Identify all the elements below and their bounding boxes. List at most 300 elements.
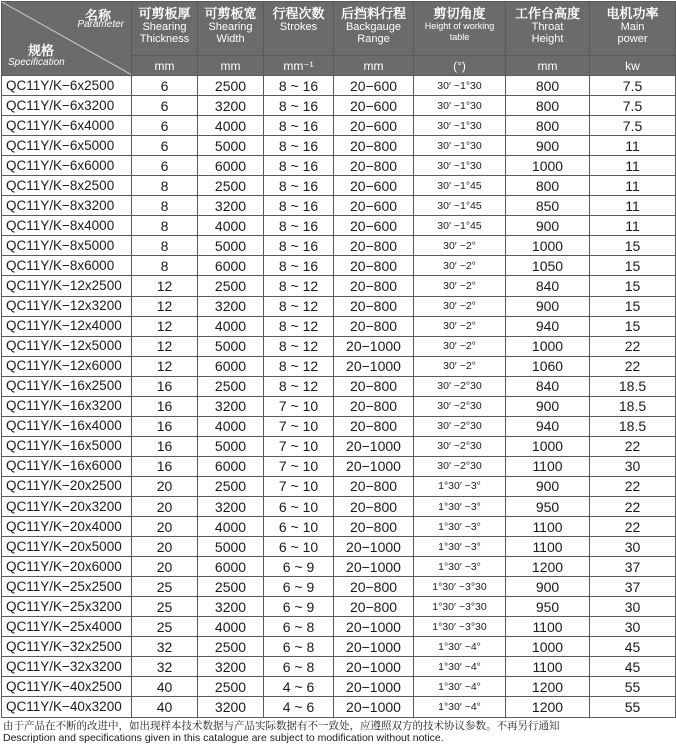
table-row [2,296,676,316]
col-header-throat: 工作台高度 Throat Height [506,2,590,56]
backgauge-cell: 20−1000 [334,677,414,697]
spec-label-zh: 规格 [28,43,55,58]
table-row [2,557,676,577]
throat-cell: 1200 [506,677,590,697]
angle-cell: 30′ ~1°45 [414,216,506,236]
table-row [2,416,676,436]
width-cell: 4000 [198,517,264,537]
thickness-cell: 20 [132,517,198,537]
width-cell: 3200 [198,597,264,617]
width-cell: 4000 [198,617,264,637]
width-cell: 2500 [198,677,264,697]
power-cell: 55 [590,697,676,717]
throat-cell: 940 [506,416,590,436]
strokes-cell: 7 ~ 10 [264,416,334,436]
angle-cell: 30′ ~1°30 [414,116,506,136]
strokes-cell: 8 ~ 12 [264,296,334,316]
width-cell: 6000 [198,356,264,376]
model-cell: QC11Y/K−40x2500 [2,677,132,697]
thickness-cell: 40 [132,697,198,717]
power-cell: 15 [590,256,676,276]
table-row [2,697,676,717]
model-cell: QC11Y/K−32x2500 [2,637,132,657]
model-cell: QC11Y/K−12x5000 [2,336,132,356]
strokes-cell: 7 ~ 10 [264,456,334,476]
throat-cell: 1100 [506,537,590,557]
backgauge-cell: 20−600 [334,196,414,216]
backgauge-cell: 20−1000 [334,557,414,577]
power-cell: 30 [590,537,676,557]
width-cell: 3200 [198,296,264,316]
angle-cell: 1°30′ ~4° [414,657,506,677]
width-cell: 3200 [198,657,264,677]
thickness-cell: 8 [132,256,198,276]
model-cell: QC11Y/K−16x2500 [2,376,132,396]
width-cell: 2500 [198,76,264,96]
width-cell: 3200 [198,96,264,116]
width-cell: 3200 [198,496,264,516]
model-cell: QC11Y/K−16x6000 [2,456,132,476]
table-row [2,376,676,396]
strokes-cell: 8 ~ 16 [264,116,334,136]
backgauge-cell: 20−800 [334,597,414,617]
model-cell: QC11Y/K−20x5000 [2,537,132,557]
thickness-cell: 12 [132,316,198,336]
thickness-cell: 40 [132,677,198,697]
strokes-cell: 6 ~ 10 [264,537,334,557]
angle-cell: 30′ ~1°30 [414,156,506,176]
throat-cell: 940 [506,316,590,336]
throat-cell: 1100 [506,517,590,537]
width-cell: 5000 [198,537,264,557]
backgauge-cell: 20−800 [334,416,414,436]
strokes-cell: 7 ~ 10 [264,436,334,456]
power-cell: 15 [590,296,676,316]
throat-cell: 900 [506,476,590,496]
width-cell: 6000 [198,456,264,476]
throat-cell: 900 [506,577,590,597]
model-cell: QC11Y/K−20x2500 [2,476,132,496]
model-cell: QC11Y/K−6x6000 [2,156,132,176]
thickness-cell: 8 [132,196,198,216]
power-cell: 55 [590,677,676,697]
table-row [2,256,676,276]
throat-cell: 850 [506,196,590,216]
thickness-cell: 16 [132,416,198,436]
width-cell: 5000 [198,236,264,256]
power-cell: 15 [590,236,676,256]
width-cell: 4000 [198,416,264,436]
backgauge-cell: 20−1000 [334,436,414,456]
backgauge-cell: 20−600 [334,76,414,96]
power-cell: 22 [590,476,676,496]
model-cell: QC11Y/K−16x4000 [2,416,132,436]
table-row [2,657,676,677]
col-header-power: 电机功率 Main power [590,2,676,56]
angle-cell: 1°30′ ~4° [414,677,506,697]
table-row [2,597,676,617]
param-label-zh: 名称 [84,8,111,23]
model-cell: QC11Y/K−16x3200 [2,396,132,416]
width-cell: 2500 [198,637,264,657]
angle-cell: 30′ ~2° [414,316,506,336]
angle-cell: 30′ ~2° [414,236,506,256]
backgauge-cell: 20−1000 [334,697,414,717]
strokes-cell: 8 ~ 12 [264,336,334,356]
table-row [2,176,676,196]
table-row [2,537,676,557]
strokes-cell: 8 ~ 16 [264,136,334,156]
power-cell: 45 [590,637,676,657]
backgauge-cell: 20−1000 [334,617,414,637]
table-row [2,476,676,496]
throat-cell: 800 [506,96,590,116]
strokes-cell: 8 ~ 16 [264,216,334,236]
thickness-cell: 8 [132,236,198,256]
angle-cell: 30′ ~2°30 [414,456,506,476]
table-row [2,677,676,697]
thickness-cell: 6 [132,136,198,156]
angle-cell: 1°30′ ~3° [414,557,506,577]
strokes-cell: 8 ~ 16 [264,176,334,196]
strokes-cell: 6 ~ 10 [264,496,334,516]
unit-throat: mm [506,56,590,76]
throat-cell: 950 [506,597,590,617]
width-cell: 3200 [198,697,264,717]
backgauge-cell: 20−600 [334,216,414,236]
strokes-cell: 6 ~ 8 [264,657,334,677]
angle-cell: 30′ ~2° [414,256,506,276]
power-cell: 37 [590,557,676,577]
width-cell: 6000 [198,156,264,176]
width-cell: 6000 [198,557,264,577]
angle-cell: 1°30′ ~3°30 [414,617,506,637]
thickness-cell: 16 [132,456,198,476]
table-row [2,436,676,456]
footnote-zh: 由于产品在不断的改进中，如出现样本技术数据与产品实际数据有不一致处，应遵照双方的技术协议参数。不再另行通知 [3,720,560,732]
table-row [2,116,676,136]
backgauge-cell: 20−800 [334,276,414,296]
col-header-thickness: 可剪板厚 Shearing Thickness [132,2,198,56]
backgauge-cell: 20−800 [334,517,414,537]
unit-strokes: mm⁻¹ [264,56,334,76]
angle-cell: 30′ ~1°30 [414,136,506,156]
strokes-cell: 6 ~ 8 [264,617,334,637]
throat-cell: 900 [506,396,590,416]
strokes-cell: 6 ~ 10 [264,517,334,537]
model-cell: QC11Y/K−16x5000 [2,436,132,456]
strokes-cell: 8 ~ 12 [264,356,334,376]
strokes-cell: 8 ~ 16 [264,96,334,116]
thickness-cell: 32 [132,657,198,677]
col-header-backgauge: 后挡料行程 Backgauge Range [334,2,414,56]
strokes-cell: 6 ~ 8 [264,637,334,657]
thickness-cell: 12 [132,336,198,356]
thickness-cell: 8 [132,216,198,236]
angle-cell: 1°30′ ~3° [414,476,506,496]
strokes-cell: 8 ~ 12 [264,316,334,336]
angle-cell: 30′ ~2° [414,336,506,356]
unit-angle: (°) [414,56,506,76]
model-cell: QC11Y/K−8x5000 [2,236,132,256]
width-cell: 4000 [198,216,264,236]
unit-power: kw [590,56,676,76]
width-cell: 2500 [198,176,264,196]
throat-cell: 1000 [506,156,590,176]
model-cell: QC11Y/K−12x2500 [2,276,132,296]
power-cell: 22 [590,496,676,516]
table-row [2,496,676,516]
unit-backgauge: mm [334,56,414,76]
power-cell: 45 [590,657,676,677]
power-cell: 11 [590,136,676,156]
width-cell: 6000 [198,256,264,276]
strokes-cell: 6 ~ 9 [264,557,334,577]
spec-label-en: Specification [8,57,65,68]
spec-table [1,1,676,718]
backgauge-cell: 20−800 [334,296,414,316]
model-cell: QC11Y/K−25x2500 [2,577,132,597]
angle-cell: 30′ ~2° [414,296,506,316]
table-row [2,637,676,657]
angle-cell: 30′ ~2° [414,276,506,296]
thickness-cell: 12 [132,276,198,296]
table-row [2,356,676,376]
table-row [2,396,676,416]
strokes-cell: 7 ~ 10 [264,476,334,496]
backgauge-cell: 20−600 [334,96,414,116]
table-row [2,96,676,116]
power-cell: 11 [590,216,676,236]
width-cell: 5000 [198,336,264,356]
throat-cell: 1000 [506,637,590,657]
width-cell: 4000 [198,116,264,136]
model-cell: QC11Y/K−40x3200 [2,697,132,717]
model-cell: QC11Y/K−32x3200 [2,657,132,677]
throat-cell: 1000 [506,336,590,356]
power-cell: 18.5 [590,416,676,436]
angle-cell: 1°30′ ~4° [414,637,506,657]
backgauge-cell: 20−800 [334,376,414,396]
angle-cell: 1°30′ ~4° [414,697,506,717]
throat-cell: 840 [506,376,590,396]
width-cell: 5000 [198,436,264,456]
model-cell: QC11Y/K−6x4000 [2,116,132,136]
thickness-cell: 12 [132,356,198,376]
power-cell: 22 [590,336,676,356]
unit-thickness: mm [132,56,198,76]
strokes-cell: 8 ~ 16 [264,236,334,256]
table-row [2,336,676,356]
model-cell: QC11Y/K−6x2500 [2,76,132,96]
power-cell: 7.5 [590,96,676,116]
backgauge-cell: 20−800 [334,496,414,516]
angle-cell: 1°30′ ~3° [414,517,506,537]
col-header-angle: 剪切角度 Height of working table [414,2,506,56]
strokes-cell: 8 ~ 16 [264,76,334,96]
angle-cell: 30′ ~1°45 [414,196,506,216]
backgauge-cell: 20−800 [334,236,414,256]
power-cell: 37 [590,577,676,597]
thickness-cell: 25 [132,577,198,597]
table-row [2,276,676,296]
strokes-cell: 8 ~ 16 [264,196,334,216]
table-row [2,456,676,476]
angle-cell: 30′ ~1°30 [414,76,506,96]
backgauge-cell: 20−600 [334,176,414,196]
power-cell: 11 [590,196,676,216]
angle-cell: 30′ ~2°30 [414,376,506,396]
width-cell: 5000 [198,136,264,156]
power-cell: 7.5 [590,76,676,96]
model-cell: QC11Y/K−25x4000 [2,617,132,637]
backgauge-cell: 20−600 [334,116,414,136]
model-cell: QC11Y/K−20x6000 [2,557,132,577]
backgauge-cell: 20−1000 [334,356,414,376]
angle-cell: 30′ ~2°30 [414,396,506,416]
model-cell: QC11Y/K−20x4000 [2,517,132,537]
width-cell: 2500 [198,476,264,496]
table-row [2,517,676,537]
table-row [2,617,676,637]
angle-cell: 1°30′ ~3° [414,537,506,557]
param-label-en: Parameter [77,19,124,30]
width-cell: 2500 [198,577,264,597]
backgauge-cell: 20−800 [334,256,414,276]
model-cell: QC11Y/K−12x3200 [2,296,132,316]
width-cell: 3200 [198,196,264,216]
model-cell: QC11Y/K−8x2500 [2,176,132,196]
model-cell: QC11Y/K−8x6000 [2,256,132,276]
thickness-cell: 6 [132,96,198,116]
throat-cell: 800 [506,176,590,196]
thickness-cell: 20 [132,557,198,577]
table-row [2,316,676,336]
throat-cell: 840 [506,276,590,296]
throat-cell: 1050 [506,256,590,276]
power-cell: 15 [590,276,676,296]
backgauge-cell: 20−800 [334,316,414,336]
strokes-cell: 6 ~ 9 [264,577,334,597]
footnote-en: Description and specifications given in this catalogue are subject to modification without notice. [3,732,444,744]
thickness-cell: 25 [132,597,198,617]
strokes-cell: 8 ~ 12 [264,276,334,296]
backgauge-cell: 20−1000 [334,336,414,356]
model-cell: QC11Y/K−6x3200 [2,96,132,116]
table-row [2,136,676,156]
backgauge-cell: 20−800 [334,577,414,597]
angle-cell: 1°30′ ~3°30 [414,577,506,597]
table-row [2,196,676,216]
backgauge-cell: 20−1000 [334,657,414,677]
strokes-cell: 8 ~ 16 [264,256,334,276]
backgauge-cell: 20−800 [334,136,414,156]
table-row [2,76,676,96]
power-cell: 7.5 [590,116,676,136]
strokes-cell: 7 ~ 10 [264,396,334,416]
thickness-cell: 6 [132,76,198,96]
thickness-cell: 16 [132,376,198,396]
angle-cell: 30′ ~2°30 [414,436,506,456]
power-cell: 22 [590,356,676,376]
angle-cell: 30′ ~1°45 [414,176,506,196]
table-row [2,216,676,236]
thickness-cell: 16 [132,396,198,416]
thickness-cell: 25 [132,617,198,637]
throat-cell: 1200 [506,697,590,717]
width-cell: 2500 [198,276,264,296]
thickness-cell: 8 [132,176,198,196]
model-cell: QC11Y/K−12x4000 [2,316,132,336]
thickness-cell: 20 [132,537,198,557]
model-cell: QC11Y/K−12x6000 [2,356,132,376]
throat-cell: 1200 [506,557,590,577]
power-cell: 30 [590,597,676,617]
thickness-cell: 32 [132,637,198,657]
backgauge-cell: 20−800 [334,476,414,496]
model-cell: QC11Y/K−20x3200 [2,496,132,516]
thickness-cell: 20 [132,476,198,496]
power-cell: 30 [590,456,676,476]
thickness-cell: 6 [132,156,198,176]
model-cell: QC11Y/K−8x3200 [2,196,132,216]
strokes-cell: 4 ~ 6 [264,697,334,717]
backgauge-cell: 20−1000 [334,456,414,476]
thickness-cell: 20 [132,496,198,516]
throat-cell: 1100 [506,657,590,677]
table-row [2,577,676,597]
throat-cell: 1000 [506,236,590,256]
strokes-cell: 8 ~ 12 [264,376,334,396]
power-cell: 11 [590,156,676,176]
power-cell: 11 [590,176,676,196]
model-cell: QC11Y/K−25x3200 [2,597,132,617]
model-cell: QC11Y/K−8x4000 [2,216,132,236]
throat-cell: 1060 [506,356,590,376]
col-header-strokes: 行程次数 Strokes [264,2,334,56]
backgauge-cell: 20−1000 [334,637,414,657]
power-cell: 15 [590,316,676,336]
angle-cell: 30′ ~2°30 [414,416,506,436]
unit-width: mm [198,56,264,76]
throat-cell: 900 [506,296,590,316]
throat-cell: 1100 [506,456,590,476]
thickness-cell: 12 [132,296,198,316]
model-cell: QC11Y/K−6x5000 [2,136,132,156]
width-cell: 3200 [198,396,264,416]
throat-cell: 900 [506,136,590,156]
angle-cell: 30′ ~2° [414,356,506,376]
thickness-cell: 6 [132,116,198,136]
strokes-cell: 4 ~ 6 [264,677,334,697]
angle-cell: 30′ ~1°30 [414,96,506,116]
table-row [2,156,676,176]
throat-cell: 800 [506,76,590,96]
power-cell: 18.5 [590,396,676,416]
power-cell: 18.5 [590,376,676,396]
throat-cell: 1000 [506,436,590,456]
power-cell: 30 [590,617,676,637]
col-header-width: 可剪板宽 Shearing Width [198,2,264,56]
header-corner [2,2,132,76]
thickness-cell: 16 [132,436,198,456]
angle-cell: 1°30′ ~3°30 [414,597,506,617]
table-row [2,236,676,256]
backgauge-cell: 20−800 [334,396,414,416]
backgauge-cell: 20−1000 [334,537,414,557]
throat-cell: 1100 [506,617,590,637]
angle-cell: 1°30′ ~3° [414,496,506,516]
